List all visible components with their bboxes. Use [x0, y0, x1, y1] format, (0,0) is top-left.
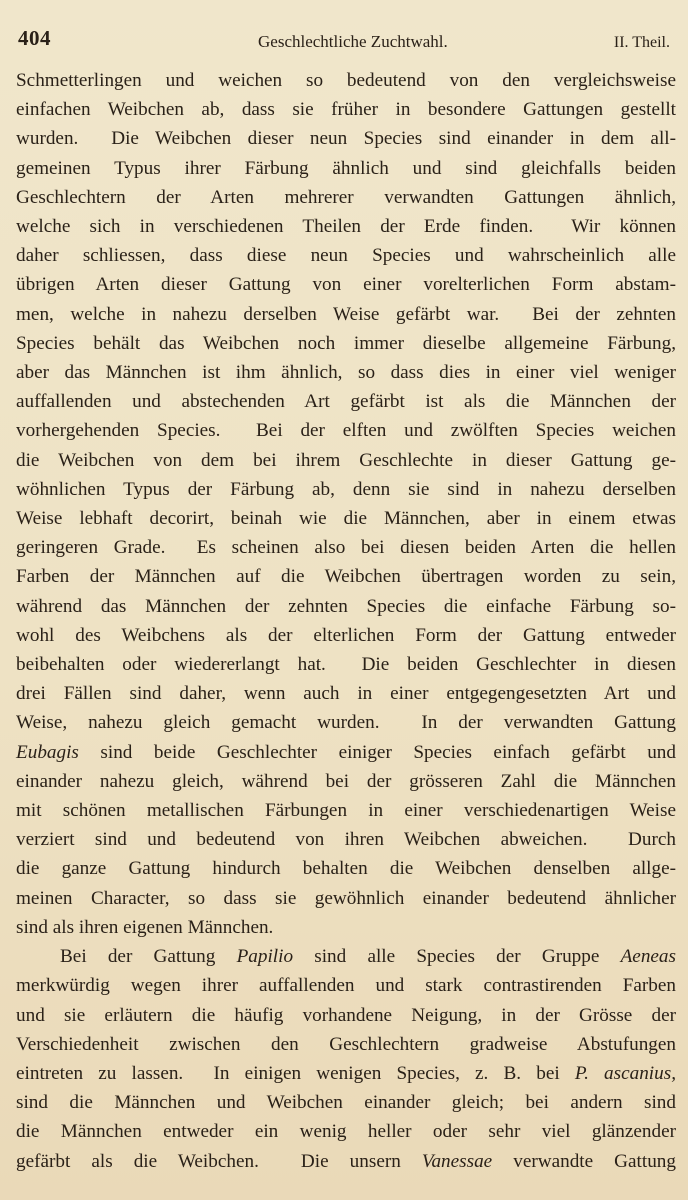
text-line: gemeinen Typus ihrer Färbung ähnlich und sind gleichfalls beiden: [16, 157, 676, 179]
text-line: wöhnlichen Typus der Färbung ab, denn sie sind in nahezu derselben: [16, 478, 676, 500]
text-line: übrigen Arten dieser Gattung von einer vorelterlichen Form abstam-: [16, 274, 676, 296]
taxon-name: Papilio: [236, 946, 294, 968]
text-line: aber das Männchen ist ihm ähnlich, so dass dies in einer viel weniger: [16, 362, 676, 384]
text-line: Species behält das Weibchen noch immer dieselbe allgemeine Färbung,: [16, 332, 676, 354]
text-line: verziert sind und bedeutend von ihren Weibchen abweichen. Durch: [16, 829, 676, 851]
taxon-name: Eubagis: [16, 741, 79, 763]
text-line: daher schliessen, dass diese neun Species und wahrscheinlich alle: [16, 245, 676, 267]
text-line: merkwürdig wegen ihrer auffallenden und stark contrastirenden Farben: [16, 975, 676, 997]
text-line: wohl des Weibchens als der elterlichen Form der Gattung entweder: [16, 624, 676, 646]
text-line: wurden. Die Weibchen dieser neun Species sind einander in dem all-: [16, 128, 676, 150]
text-line: Weise, nahezu gleich gemacht wurden. In der verwandten Gattung: [16, 712, 676, 734]
text-line: men, welche in nahezu derselben Weise gefärbt war. Bei der zehnten: [16, 303, 676, 325]
text-line: sind die Männchen und Weibchen einander gleich; bei andern sind: [16, 1092, 676, 1114]
running-title: Geschlechtliche Zuchtwahl.: [258, 32, 448, 51]
text-line: vorhergehenden Species. Bei der elften und zwölften Species weichen: [16, 420, 676, 442]
text-line: einander nahezu gleich, während bei der grösseren Zahl die Männchen: [16, 770, 676, 792]
taxon-name: Aeneas: [620, 946, 676, 968]
text-line: drei Fällen sind daher, wenn auch in einer entgegengesetzten Art und: [16, 683, 676, 705]
text-line: einfachen Weibchen ab, dass sie früher in besondere Gattungen gestellt: [16, 99, 676, 121]
text-line: und sie erläutern die häufig vorhandene Neigung, in der Grösse der: [16, 1004, 676, 1026]
text-line: gefärbt als die Weibchen. Die unsern Vanessae verwandte Gattung: [16, 1150, 676, 1172]
text-line: auffallenden und abstechenden Art gefärbt ist als die Männchen der: [16, 391, 676, 413]
body-text: [16, 66, 674, 1176]
text-line: geringeren Grade. Es scheinen also bei diesen beiden Arten die hellen: [16, 537, 676, 559]
text-line: beibehalten oder wiedererlangt hat. Die beiden Geschlechter in diesen: [16, 654, 676, 676]
text-line: meinen Character, so dass sie gewöhnlich einander bedeutend ähnlicher: [16, 887, 676, 909]
text-line: Schmetterlingen und weichen so bedeutend von den vergleichsweise: [16, 70, 676, 91]
taxon-name: Vanessae: [421, 1150, 493, 1172]
text-line: Bei der Gattung Papilio sind alle Species der Gruppe Aeneas: [60, 946, 676, 968]
text-line: welche sich in verschiedenen Theilen der Erde finden. Wir können: [16, 216, 676, 238]
text-line: eintreten zu lassen. In einigen wenigen Species, z. B. bei P. ascanius,: [16, 1062, 676, 1084]
text-line: Verschiedenheit zwischen den Geschlechtern gradweise Abstufungen: [16, 1033, 676, 1055]
text-line: die ganze Gattung hindurch behalten die Weibchen denselben allge-: [16, 858, 676, 880]
running-head: [16, 22, 674, 66]
text-line: während das Männchen der zehnten Species die einfache Färbung so-: [16, 595, 676, 617]
text-line: Eubagis sind beide Geschlechter einiger Species einfach gefärbt und: [16, 741, 676, 763]
text-line: mit schönen metallischen Färbungen in einer verschiedenartigen Weise: [16, 800, 676, 822]
text-line: die Weibchen von dem bei ihrem Geschlechte in dieser Gattung ge-: [16, 449, 676, 471]
page-number: 404: [18, 26, 51, 50]
text-line: die Männchen entweder ein wenig heller oder sehr viel glänzender: [16, 1121, 676, 1143]
text-line: Farben der Männchen auf die Weibchen übertragen worden zu sein,: [16, 566, 676, 588]
text-line: Weise lebhaft decorirt, beinah wie die Männchen, aber in einem etwas: [16, 508, 676, 530]
taxon-name: P. ascanius,: [574, 1062, 676, 1084]
part-label: II. Theil.: [613, 34, 670, 51]
text-line: sind als ihren eigenen Männchen.: [16, 916, 274, 938]
text-line: Geschlechtern der Arten mehrerer verwandten Gattungen ähnlich,: [16, 186, 676, 208]
